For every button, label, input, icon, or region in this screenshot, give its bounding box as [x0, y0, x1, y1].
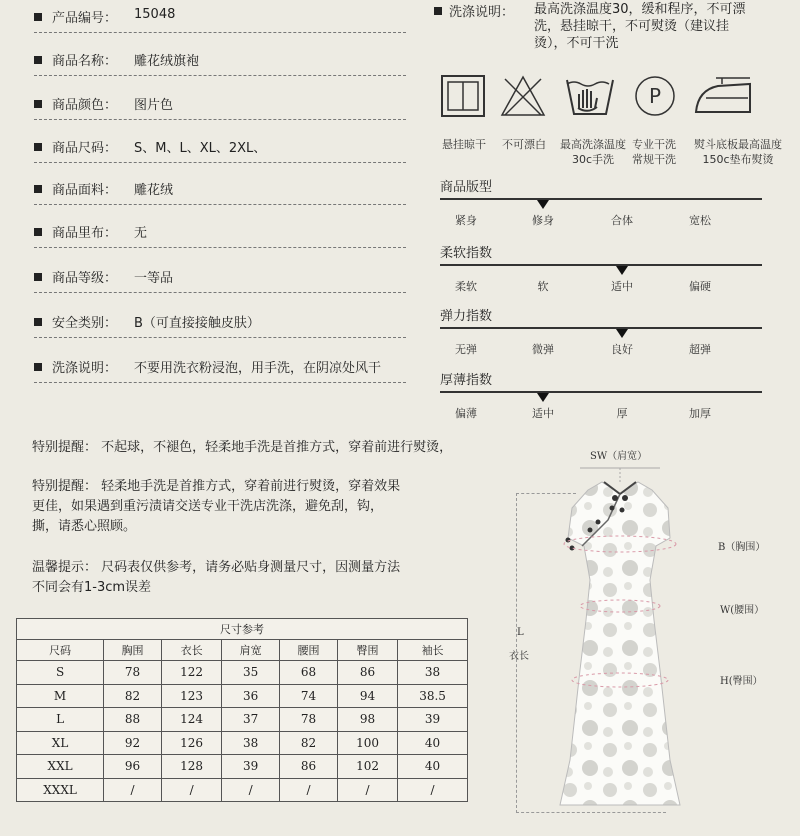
qipao-dress-illustration	[520, 460, 720, 820]
info-value: 一等品	[134, 271, 174, 286]
scale-line	[440, 198, 762, 200]
table-cell: /	[222, 778, 280, 802]
info-value: 雕花绒	[134, 183, 174, 198]
table-cell: 40	[398, 755, 468, 779]
info-value: 雕花绒旗袍	[134, 54, 200, 69]
scale-line	[440, 327, 762, 329]
info-value: 图片色	[134, 98, 174, 113]
scale-option: 柔软	[455, 280, 477, 293]
iron-icon	[692, 74, 754, 118]
bullet-square	[34, 363, 42, 371]
table-cell: 38	[222, 731, 280, 755]
info-value: 15048	[134, 7, 176, 22]
table-cell: M	[17, 684, 104, 708]
dashed-divider	[34, 247, 406, 248]
scale-title: 厚薄指数	[440, 373, 493, 388]
table-cell: 74	[280, 684, 338, 708]
scale-option: 偏薄	[455, 407, 477, 420]
header-cell: 臀围	[337, 640, 397, 661]
table-cell: 86	[337, 661, 397, 685]
size-table	[16, 618, 468, 802]
table-cell: 38.5	[398, 684, 468, 708]
info-row	[34, 4, 406, 34]
size-table-header	[17, 640, 468, 661]
dashed-divider	[34, 32, 406, 33]
scale-option: 软	[537, 280, 549, 293]
scale-option: 良好	[611, 343, 633, 356]
dashed-divider	[34, 162, 406, 163]
info-row	[34, 264, 406, 294]
info-label: 商品等级：	[52, 271, 118, 286]
table-cell: 37	[222, 708, 280, 732]
table-cell: /	[398, 778, 468, 802]
bullet-square	[34, 318, 42, 326]
scale-option: 偏硬	[689, 280, 711, 293]
scale-pointer-icon	[616, 329, 628, 338]
table-cell: 94	[337, 684, 397, 708]
info-value: 不要用洗衣粉浸泡，用手洗，在阴凉处风干	[134, 361, 382, 376]
table-row	[17, 731, 468, 755]
dry-clean-symbol: P	[648, 84, 662, 108]
bullet-square	[34, 100, 42, 108]
dashed-divider	[34, 204, 406, 205]
scale-option: 无弹	[455, 343, 477, 356]
hand-wash-icon	[564, 74, 616, 118]
wash-text: 最高洗涤温度30，缓和程序，不可漂洗，悬挂晾干，不可熨烫（建议挂烫），不可干洗	[534, 2, 746, 51]
table-cell: XXXL	[17, 778, 104, 802]
scale-pointer-icon	[537, 200, 549, 209]
table-cell: 38	[398, 661, 468, 685]
header-cell: 尺码	[17, 640, 104, 661]
scale-title: 柔软指数	[440, 246, 493, 261]
scale-pointer-icon	[616, 266, 628, 275]
size-table-body	[17, 661, 468, 802]
length-label-l: L	[517, 627, 524, 638]
bullet-square	[434, 7, 442, 15]
table-cell: 88	[104, 708, 162, 732]
info-label: 安全类别：	[52, 316, 118, 331]
table-cell: 124	[162, 708, 222, 732]
table-row	[17, 755, 468, 779]
info-row	[34, 134, 406, 164]
info-label: 商品颜色：	[52, 98, 118, 113]
scale-option: 紧身	[455, 214, 477, 227]
table-cell: 68	[280, 661, 338, 685]
table-cell: 36	[222, 684, 280, 708]
table-cell: S	[17, 661, 104, 685]
care-caption: 不可漂白	[502, 138, 546, 151]
scale-option: 厚	[616, 407, 628, 420]
table-row	[17, 708, 468, 732]
table-cell: 39	[222, 755, 280, 779]
table-row	[17, 778, 468, 802]
table-cell: 78	[104, 661, 162, 685]
info-value: 无	[134, 226, 148, 241]
info-label: 洗涤说明：	[52, 361, 118, 376]
scale-option: 适中	[532, 407, 554, 420]
care-caption: 最高洗涤温度 30c手洗	[560, 138, 626, 166]
info-row	[34, 219, 406, 249]
info-row	[34, 354, 406, 384]
info-label: 产品编号：	[52, 11, 118, 26]
info-label: 商品里布：	[52, 226, 118, 241]
care-caption: 专业干洗 常规干洗	[632, 138, 676, 166]
table-cell: /	[162, 778, 222, 802]
waist-label: W(腰围）	[720, 605, 765, 616]
care-caption: 熨斗底板最高温度 150c垫布熨烫	[694, 138, 782, 166]
table-row	[17, 684, 468, 708]
table-cell: 102	[337, 755, 397, 779]
scale-line	[440, 391, 762, 393]
table-cell: 122	[162, 661, 222, 685]
header-cell: 袖长	[398, 640, 468, 661]
scale-title: 弹力指数	[440, 309, 493, 324]
info-label: 商品尺码：	[52, 141, 118, 156]
info-value: B（可直接接触皮肤）	[134, 316, 260, 331]
info-label: 商品面料：	[52, 183, 118, 198]
bust-label: B（胸围）	[718, 542, 766, 553]
table-cell: 128	[162, 755, 222, 779]
table-cell: 82	[104, 684, 162, 708]
bullet-square	[34, 143, 42, 151]
table-cell: 96	[104, 755, 162, 779]
dashed-divider	[34, 337, 406, 338]
note-2: 特别提醒： 轻柔地手洗是首推方式，穿着前进行熨烫，穿着效果更佳，如果遇到重污渍请交送专业干洗店洗涤，避免刮，钩，撕，请悉心照顾。	[32, 479, 401, 534]
table-cell: 82	[280, 731, 338, 755]
table-cell: /	[337, 778, 397, 802]
scale-pointer-icon	[537, 393, 549, 402]
header-cell: 腰围	[280, 640, 338, 661]
size-table-caption: 尺寸参考	[17, 619, 468, 640]
bullet-square	[34, 185, 42, 193]
dashed-divider	[34, 119, 406, 120]
scale-option: 微弹	[532, 343, 554, 356]
scale-option: 适中	[611, 280, 633, 293]
scale-option: 宽松	[689, 214, 711, 227]
info-row	[34, 176, 406, 206]
table-cell: /	[280, 778, 338, 802]
table-cell: /	[104, 778, 162, 802]
bullet-square	[34, 13, 42, 21]
info-row	[34, 47, 406, 77]
bullet-square	[34, 56, 42, 64]
bullet-square	[34, 273, 42, 281]
scale-line	[440, 264, 762, 266]
info-row	[34, 309, 406, 339]
hang-dry-icon	[440, 74, 486, 118]
table-cell: 100	[337, 731, 397, 755]
no-bleach-icon	[500, 74, 546, 118]
wash-label: 洗涤说明：	[449, 5, 515, 20]
table-cell: 40	[398, 731, 468, 755]
header-cell: 肩宽	[222, 640, 280, 661]
scale-option: 加厚	[689, 407, 711, 420]
note-3: 温馨提示： 尺码表仅供参考，请务必贴身测量尺寸，因测量方法不同会有1-3cm误差	[32, 560, 401, 595]
dashed-divider	[34, 292, 406, 293]
table-cell: 35	[222, 661, 280, 685]
bullet-square	[34, 228, 42, 236]
care-caption: 悬挂晾干	[442, 138, 486, 151]
table-cell: L	[17, 708, 104, 732]
table-row	[17, 661, 468, 685]
scale-option: 超弹	[689, 343, 711, 356]
table-cell: 78	[280, 708, 338, 732]
professional-dry-clean-icon	[632, 74, 678, 118]
header-cell: 胸围	[104, 640, 162, 661]
scale-title: 商品版型	[440, 180, 493, 195]
info-row	[34, 91, 406, 121]
shoulder-label: SW（肩宽）	[590, 451, 648, 462]
table-cell: 98	[337, 708, 397, 732]
table-cell: 92	[104, 731, 162, 755]
scale-option: 修身	[532, 214, 554, 227]
dashed-divider	[34, 75, 406, 76]
hip-label: H(臀围）	[720, 676, 763, 687]
header-cell: 衣长	[162, 640, 222, 661]
table-cell: XL	[17, 731, 104, 755]
scale-option: 合体	[611, 214, 633, 227]
table-cell: 123	[162, 684, 222, 708]
table-cell: XXL	[17, 755, 104, 779]
note-1: 特别提醒： 不起球，不褪色，轻柔地手洗是首推方式，穿着前进行熨烫，	[32, 440, 453, 455]
table-cell: 86	[280, 755, 338, 779]
table-cell: 39	[398, 708, 468, 732]
info-value: S、M、L、XL、2XL、	[134, 141, 267, 156]
info-label: 商品名称：	[52, 54, 118, 69]
length-label: 衣长	[509, 651, 529, 662]
dashed-divider	[34, 382, 406, 383]
table-cell: 126	[162, 731, 222, 755]
